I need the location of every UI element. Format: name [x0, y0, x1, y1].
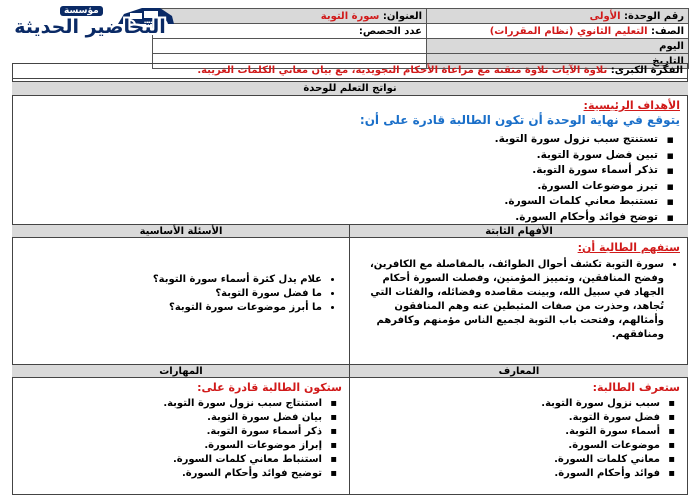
skills-cell	[12, 378, 350, 494]
list-item: • علام يدل كثرة أسماء سورة التوبة؟	[20, 273, 322, 287]
knowledge-list	[358, 397, 680, 481]
list-item: ▪ توضيح فوائد وأحكام السورة.	[20, 467, 322, 481]
list-item: ▪ توضح فوائد وأحكام السورة.	[20, 210, 658, 226]
list-item: ▪ فضل سورة التوبة.	[358, 411, 660, 425]
title-cell: العنوان: سورة التوبة	[153, 9, 427, 24]
big-idea	[12, 63, 688, 79]
questions-list	[20, 273, 342, 315]
goals-list	[20, 132, 680, 225]
list-item: ▪ تستنتج سبب نزول سورة التوبة.	[20, 132, 658, 148]
big-idea-label: الفكرة الكبرى:	[610, 65, 683, 76]
understandings-cell	[350, 238, 688, 364]
list-item: ▪ إبراز موضوعات السورة.	[20, 439, 322, 453]
list-item: ▪ أسماء سورة التوبة.	[358, 425, 660, 439]
skills-list	[20, 397, 342, 481]
list-item: • ما أبرز موضوعات سورة التوبة؟	[20, 301, 322, 315]
knowledge-cell	[350, 378, 688, 494]
questions-cell	[12, 238, 350, 364]
skills-header: المهارات	[12, 364, 350, 378]
questions-header: الأسئلة الأساسية	[12, 224, 350, 238]
grade-cell: الصف: التعليم الثانوي (نظام المقررات)	[427, 24, 689, 39]
list-item: ▪ بيان فضل سورة التوبة.	[20, 411, 322, 425]
list-item: ▪ استنتاج سبب نزول سورة التوبة.	[20, 397, 322, 411]
goals-title: الأهداف الرئيسية:	[583, 99, 680, 112]
logo-name: التحاضير الحديثة	[14, 16, 166, 38]
list-item: ▪ سبب نزول سورة التوبة.	[358, 397, 660, 411]
list-item: ▪ موضوعات السورة.	[358, 439, 660, 453]
day-value-cell[interactable]	[153, 39, 427, 54]
main-goals	[12, 96, 688, 224]
header-table	[152, 8, 689, 69]
outcomes-title: نواتج التعلم للوحدة	[12, 81, 688, 96]
site-logo[interactable]	[4, 2, 180, 42]
list-item: ▪ استنباط معاني كلمات السورة.	[20, 453, 322, 467]
day-label-cell: اليوم	[427, 39, 689, 54]
big-idea-text: تلاوة الآيات تلاوة متقنة مع مراعاة الأحكام التجويدية، مع بيان معاني الكلمات الغريبة.	[197, 65, 608, 76]
understandings-text: • سورة التوبة تكشف أحوال الطوائف، بالمفاصلة مع الكافرين، وفضح المنافقين، وتمييز المؤمنين، وفصلت السورة أحكام الجهاد في سبيل الله، وبينت مقاصده وفضائله، والفئات التي تُجاهد، وحذرت من صفات المثبطين عنه وهم المنافقون وأمثالهم، وفتحت باب التوبة لجميع الناس مؤمنهم وكافرهم ومنافقهم.	[358, 258, 664, 342]
list-item: ▪ تذكر أسماء سورة التوبة.	[20, 163, 658, 179]
list-item: • ما فضل سورة التوبة؟	[20, 287, 322, 301]
understandings-subtitle: ستفهم الطالبة أن:	[577, 241, 680, 254]
lessons-cell: عدد الحصص:	[153, 24, 427, 39]
understandings-list	[358, 258, 680, 342]
list-item: ▪ ذكر أسماء سورة التوبة.	[20, 425, 322, 439]
goals-intro: يتوقع في نهاية الوحدة أن تكون الطالبة قادرة على أن:	[359, 113, 680, 127]
knowledge-header: المعارف	[350, 364, 688, 378]
logo-badge: مؤسسة	[60, 6, 103, 16]
list-item: ▪ تبين فضل سورة التوبة.	[20, 148, 658, 164]
understandings-header: الأفهام الثابتة	[350, 224, 688, 238]
list-item: ▪ تستنبط معاني كلمات السورة.	[20, 194, 658, 210]
list-item: ▪ تبرز موضوعات السورة.	[20, 179, 658, 195]
list-item: ▪ فوائد وأحكام السورة.	[358, 467, 660, 481]
list-item: ▪ معاني كلمات السورة.	[358, 453, 660, 467]
date-label-cell: التاريخ	[427, 54, 689, 69]
skills-subtitle: ستكون الطالبة قادرة على:	[197, 381, 342, 394]
knowledge-subtitle: ستعرف الطالبة:	[592, 381, 680, 394]
unit-cell: رقم الوحدة: الأولى	[427, 9, 689, 24]
